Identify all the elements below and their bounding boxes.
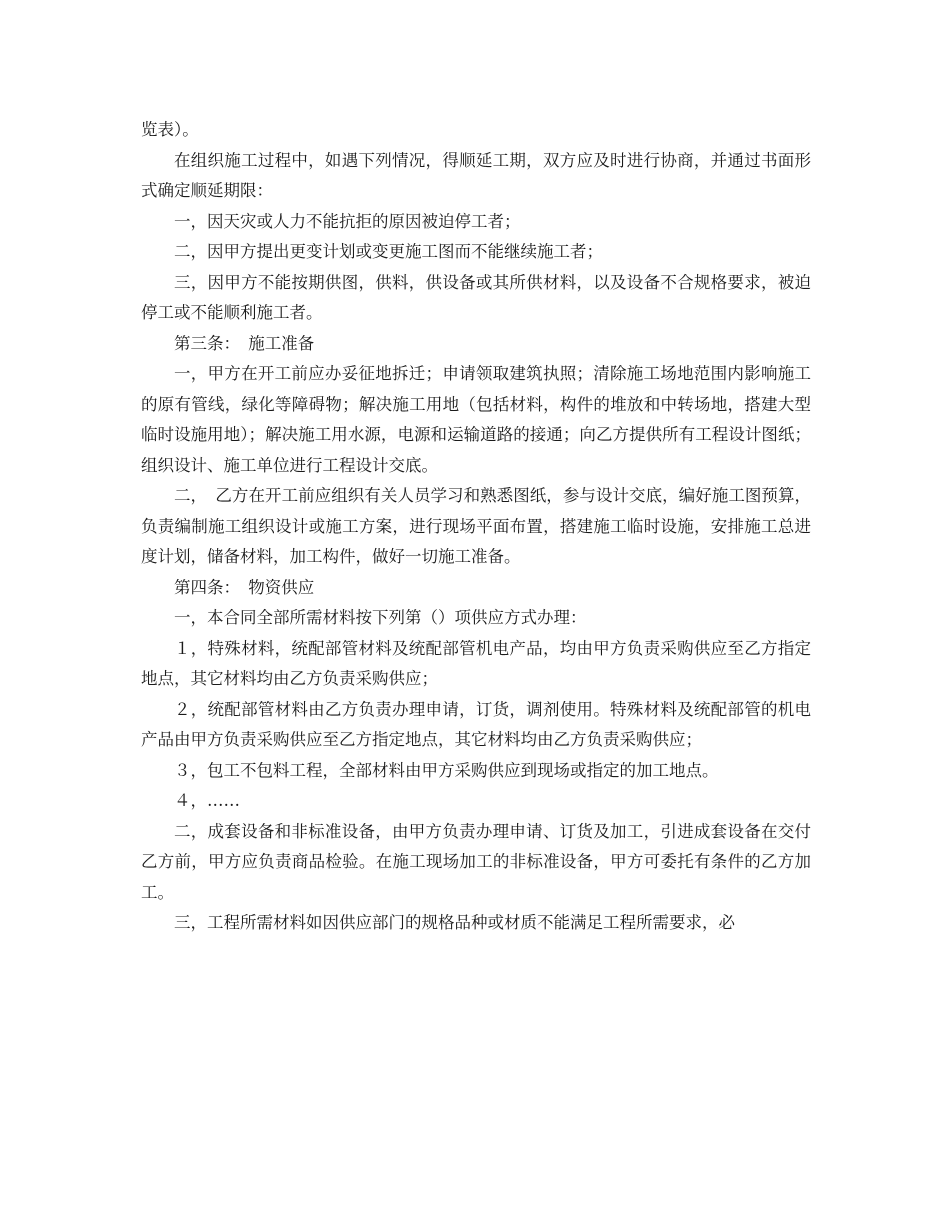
paragraph-prep-party-a: 一，甲方在开工前应办妥征地拆迁；申请领取建筑执照；清除施工场地范围内影响施工的原有管线，绿化等障碍物；解决施工用地（包括材料，构件的堆放和中转场地，搭建大型临时设施用地）；解决施工用水源，电源和运输道路的接通；向乙方提供所有工程设计图纸；组织设计、施工单位进行工程设计交底。 [141,364,811,475]
paragraph-delay-conditions: 在组织施工过程中，如遇下列情况，得顺延工期，双方应及时进行协商，并通过书面形式确定顺延期限： [141,150,811,200]
paragraph-delay-item-3: 三，因甲方不能按期供图，供料，供设备或其所供材料，以及设备不合规格要求，被迫停工或不能顺利施工者。 [141,272,811,322]
paragraph-equipment: 二，成套设备和非标准设备，由甲方负责办理申请、订货及加工，引进成套设备在交付乙方前，甲方应负责商品检验。在施工现场加工的非标准设备，甲方可委托有条件的乙方加工。 [141,821,811,902]
paragraph-continuation: 览表）。 [141,120,199,139]
paragraph-supply-option-1: １，特殊材料，统配部管材料及统配部管机电产品，均由甲方负责采购供应至乙方指定地点，其它材料均由乙方负责采购供应； [141,638,811,688]
paragraph-prep-party-b: 二， 乙方在开工前应组织有关人员学习和熟悉图纸，参与设计交底，编好施工图预算，负责编制施工组织设计或施工方案，进行现场平面布置，搭建施工临时设施，安排施工总进度计划，储备材料，加工构件，做好一切施工准备。 [141,486,811,566]
paragraph-delay-item-1: 一，因天灾或人力不能抗拒的原因被迫停工者； [174,211,521,231]
paragraph-supply-option-3: ３，包工不包料工程，全部材料由甲方采购供应到现场或指定的加工地点。 [174,760,719,780]
paragraph-supply-option-4: ４，…… [174,791,240,810]
paragraph-supply-option-2: ２，统配部管材料由乙方负责办理申请，订货，调剂使用。特殊材料及统配部管的机电产品由甲方负责采购供应至乙方指定地点，其它材料均由乙方负责采购供应； [141,699,811,749]
article-4-heading: 第四条： 物资供应 [174,577,315,597]
article-3-heading: 第三条： 施工准备 [174,333,315,353]
paragraph-supply-method: 一，本合同全部所需材料按下列第（）项供应方式办理： [174,608,587,627]
paragraph-materials-spec: 三，工程所需材料如因供应部门的规格品种或材质不能满足工程所需要求，必 [174,913,735,932]
paragraph-delay-item-2: 二，因甲方提出更变计划或变更施工图而不能继续施工者； [174,242,603,261]
document-page [141,115,811,939]
